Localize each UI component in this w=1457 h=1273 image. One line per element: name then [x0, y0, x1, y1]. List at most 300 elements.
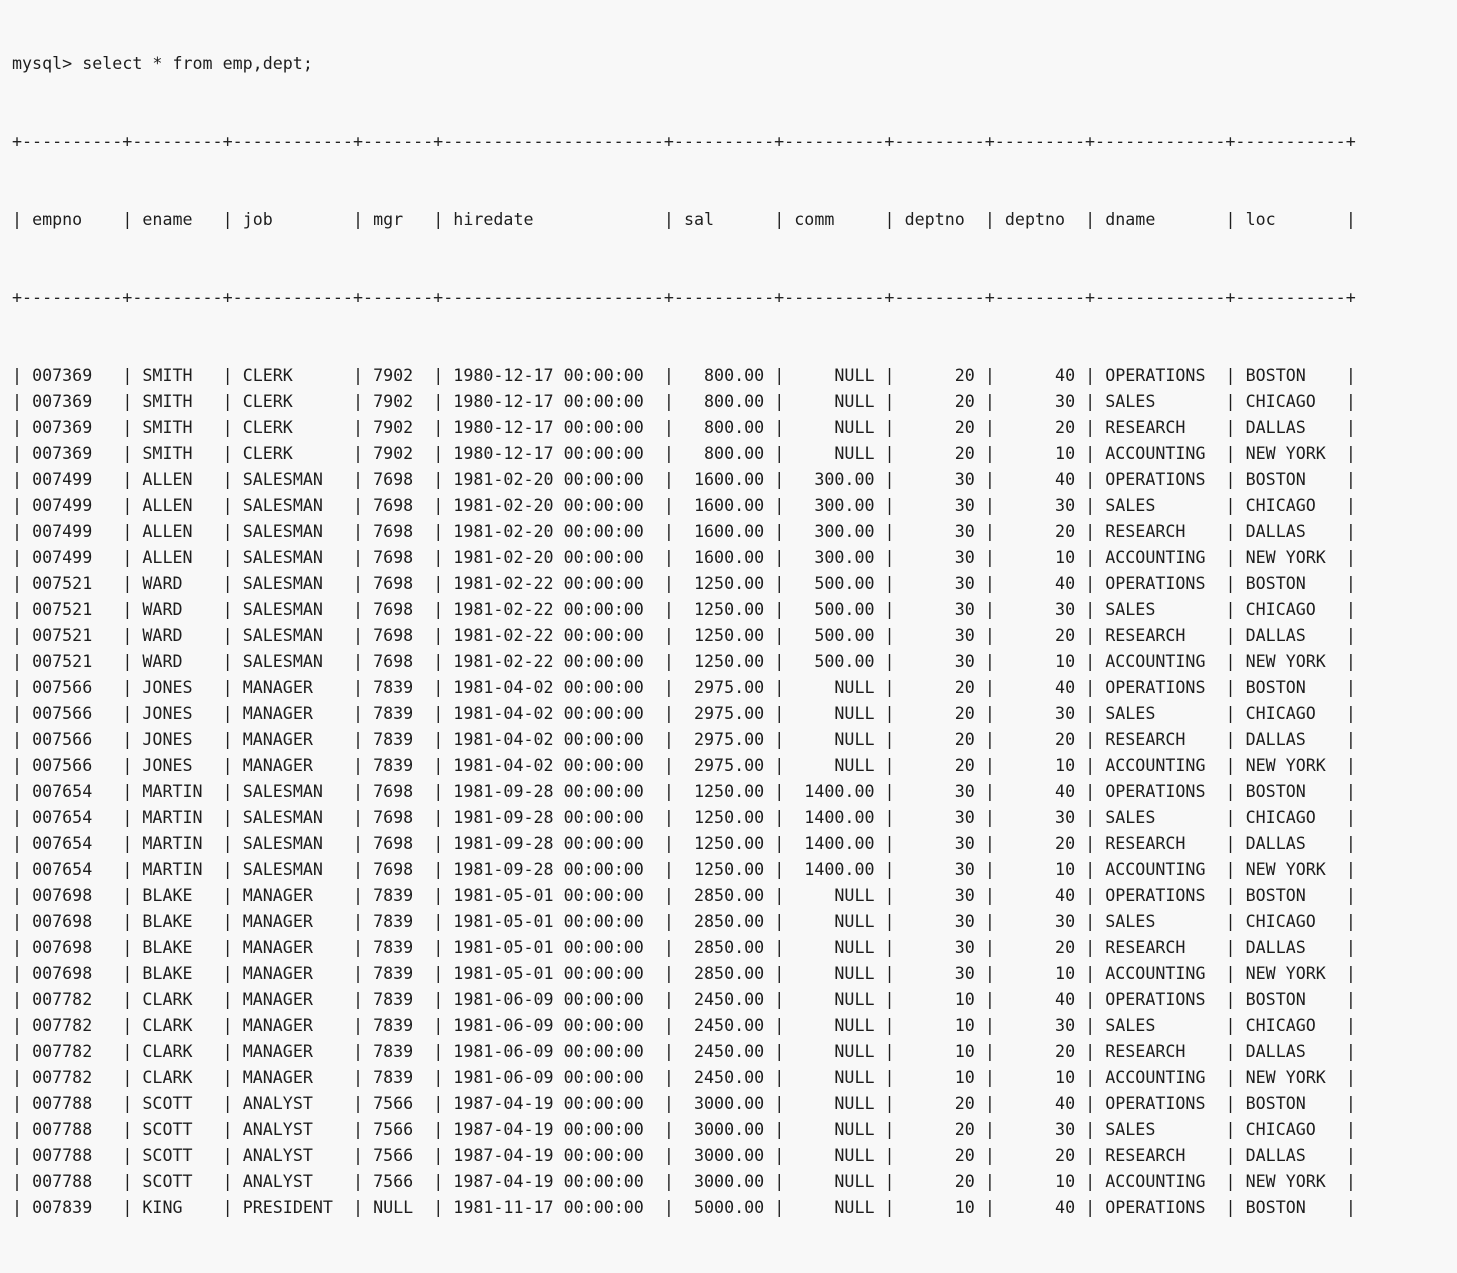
cell-deptno-dept: 10: [1004, 756, 1076, 775]
cell-comm: NULL: [794, 1016, 875, 1035]
cell-hiredate: 1987-04-19 00:00:00: [453, 1146, 654, 1165]
cell-deptno-emp: 20: [904, 678, 975, 697]
cell-deptno-dept: 30: [1004, 704, 1076, 723]
cell-comm: NULL: [794, 730, 875, 749]
cell-hiredate: 1981-02-20 00:00:00: [453, 496, 654, 515]
cell-job: SALESMAN: [242, 782, 343, 801]
cell-sal: 2450.00: [683, 1068, 765, 1087]
cell-mgr: 7839: [373, 912, 424, 931]
cell-hiredate: 1981-04-02 00:00:00: [453, 756, 654, 775]
cell-loc: NEW YORK: [1245, 1068, 1336, 1087]
cell-job: PRESIDENT: [242, 1198, 343, 1217]
cell-deptno-emp: 20: [904, 1172, 975, 1191]
cell-dname: RESEARCH: [1105, 626, 1216, 645]
cell-mgr: 7698: [373, 626, 424, 645]
cell-deptno-dept: 10: [1004, 548, 1076, 567]
cell-loc: DALLAS: [1245, 938, 1336, 957]
table-row: | 007782 | CLARK | MANAGER | 7839 | 1981-06-09 00:00:00 | 2450.00 | NULL | 10 | 40 | OPERATIONS | BOSTON |: [12, 990, 1356, 1009]
cell-comm: 1400.00: [794, 782, 875, 801]
cell-sal: 1250.00: [683, 860, 765, 879]
cell-dname: RESEARCH: [1105, 834, 1216, 853]
cell-ename: WARD: [142, 626, 213, 645]
cell-loc: NEW YORK: [1245, 548, 1336, 567]
table-row: | 007788 | SCOTT | ANALYST | 7566 | 1987-04-19 00:00:00 | 3000.00 | NULL | 20 | 40 | OPERATIONS | BOSTON |: [12, 1094, 1356, 1113]
column-header-deptno-emp: deptno: [904, 210, 975, 229]
cell-sal: 1600.00: [683, 522, 765, 541]
cell-mgr: 7902: [373, 418, 424, 437]
cell-dname: SALES: [1105, 704, 1216, 723]
cell-job: ANALYST: [242, 1120, 343, 1139]
column-header-comm: comm: [794, 210, 875, 229]
cell-job: ANALYST: [242, 1172, 343, 1191]
cell-job: SALESMAN: [242, 808, 343, 827]
table-row: | 007698 | BLAKE | MANAGER | 7839 | 1981-05-01 00:00:00 | 2850.00 | NULL | 30 | 20 | RESEARCH | DALLAS |: [12, 938, 1356, 957]
table-row: | 007499 | ALLEN | SALESMAN | 7698 | 1981-02-20 00:00:00 | 1600.00 | 300.00 | 30 | 10 | ACCOUNTING | NEW YORK |: [12, 548, 1356, 567]
cell-ename: SMITH: [142, 444, 213, 463]
cell-sal: 3000.00: [683, 1094, 765, 1113]
cell-dname: OPERATIONS: [1105, 1198, 1216, 1217]
cell-mgr: 7839: [373, 1068, 424, 1087]
table-row: | 007839 | KING | PRESIDENT | NULL | 1981-11-17 00:00:00 | 5000.00 | NULL | 10 | 40 | OPERATIONS | BOSTON |: [12, 1198, 1356, 1217]
cell-dname: OPERATIONS: [1105, 782, 1216, 801]
cell-loc: DALLAS: [1245, 1042, 1336, 1061]
cell-sal: 2975.00: [683, 756, 765, 775]
cell-ename: SMITH: [142, 392, 213, 411]
cell-deptno-emp: 20: [904, 1146, 975, 1165]
cell-empno: 007788: [32, 1146, 113, 1165]
cell-mgr: 7698: [373, 782, 424, 801]
cell-comm: 300.00: [794, 496, 875, 515]
cell-empno: 007654: [32, 860, 113, 879]
column-header-mgr: mgr: [373, 210, 424, 229]
cell-comm: NULL: [794, 1198, 875, 1217]
cell-dname: SALES: [1105, 808, 1216, 827]
column-header-ename: ename: [142, 210, 213, 229]
column-header-hiredate: hiredate: [453, 210, 654, 229]
column-header-loc: loc: [1245, 210, 1336, 229]
cell-job: MANAGER: [242, 912, 343, 931]
cell-deptno-emp: 30: [904, 860, 975, 879]
cell-ename: WARD: [142, 600, 213, 619]
cell-sal: 3000.00: [683, 1120, 765, 1139]
cell-deptno-dept: 40: [1004, 1094, 1076, 1113]
cell-comm: 1400.00: [794, 834, 875, 853]
cell-dname: ACCOUNTING: [1105, 652, 1216, 671]
cell-ename: BLAKE: [142, 886, 213, 905]
cell-loc: BOSTON: [1245, 990, 1336, 1009]
cell-job: SALESMAN: [242, 574, 343, 593]
cell-empno: 007499: [32, 470, 113, 489]
cell-hiredate: 1981-04-02 00:00:00: [453, 704, 654, 723]
cell-dname: RESEARCH: [1105, 1042, 1216, 1061]
cell-hiredate: 1981-09-28 00:00:00: [453, 808, 654, 827]
table-row: | 007654 | MARTIN | SALESMAN | 7698 | 1981-09-28 00:00:00 | 1250.00 | 1400.00 | 30 | 30 | SALES | CHICAGO |: [12, 808, 1356, 827]
cell-hiredate: 1981-04-02 00:00:00: [453, 678, 654, 697]
cell-ename: SCOTT: [142, 1094, 213, 1113]
cell-comm: 500.00: [794, 626, 875, 645]
cell-deptno-dept: 10: [1004, 1068, 1076, 1087]
cell-loc: CHICAGO: [1245, 600, 1336, 619]
cell-deptno-dept: 40: [1004, 782, 1076, 801]
cell-dname: RESEARCH: [1105, 730, 1216, 749]
cell-ename: JONES: [142, 704, 213, 723]
cell-deptno-dept: 20: [1004, 834, 1076, 853]
table-row: | 007654 | MARTIN | SALESMAN | 7698 | 1981-09-28 00:00:00 | 1250.00 | 1400.00 | 30 | 10 | ACCOUNTING | NEW YORK |: [12, 860, 1356, 879]
cell-loc: DALLAS: [1245, 418, 1336, 437]
cell-sal: 800.00: [683, 366, 765, 385]
cell-sal: 1250.00: [683, 782, 765, 801]
cell-job: CLERK: [242, 418, 343, 437]
cell-ename: ALLEN: [142, 548, 213, 567]
cell-deptno-dept: 20: [1004, 626, 1076, 645]
cell-loc: BOSTON: [1245, 678, 1336, 697]
cell-deptno-emp: 10: [904, 1042, 975, 1061]
cell-mgr: 7839: [373, 886, 424, 905]
cell-job: SALESMAN: [242, 496, 343, 515]
cell-hiredate: 1981-06-09 00:00:00: [453, 1068, 654, 1087]
cell-deptno-dept: 40: [1004, 470, 1076, 489]
cell-dname: ACCOUNTING: [1105, 860, 1216, 879]
cell-loc: BOSTON: [1245, 574, 1336, 593]
cell-dname: OPERATIONS: [1105, 678, 1216, 697]
table-row: | 007499 | ALLEN | SALESMAN | 7698 | 1981-02-20 00:00:00 | 1600.00 | 300.00 | 30 | 30 | SALES | CHICAGO |: [12, 496, 1356, 515]
cell-empno: 007654: [32, 782, 113, 801]
cell-comm: NULL: [794, 366, 875, 385]
cell-dname: ACCOUNTING: [1105, 756, 1216, 775]
cell-job: MANAGER: [242, 1016, 343, 1035]
cell-loc: CHICAGO: [1245, 808, 1336, 827]
cell-ename: MARTIN: [142, 860, 213, 879]
cell-deptno-emp: 20: [904, 1094, 975, 1113]
cell-deptno-emp: 30: [904, 626, 975, 645]
cell-empno: 007566: [32, 756, 113, 775]
cell-deptno-emp: 20: [904, 704, 975, 723]
cell-dname: ACCOUNTING: [1105, 444, 1216, 463]
cell-mgr: 7839: [373, 938, 424, 957]
column-header-dname: dname: [1105, 210, 1216, 229]
table-border-header: +----------+---------+------------+-------+----------------------+----------+----------+---------+---------+-------------+-----------+: [12, 288, 1356, 307]
cell-loc: NEW YORK: [1245, 860, 1336, 879]
cell-mgr: 7698: [373, 600, 424, 619]
cell-sal: 1250.00: [683, 808, 765, 827]
mysql-prompt: mysql>: [12, 54, 73, 73]
cell-empno: 007521: [32, 626, 113, 645]
cell-deptno-emp: 30: [904, 470, 975, 489]
table-row: | 007566 | JONES | MANAGER | 7839 | 1981-04-02 00:00:00 | 2975.00 | NULL | 20 | 30 | SALES | CHICAGO |: [12, 704, 1356, 723]
cell-loc: CHICAGO: [1245, 496, 1336, 515]
cell-hiredate: 1981-04-02 00:00:00: [453, 730, 654, 749]
cell-sal: 2850.00: [683, 964, 765, 983]
cell-deptno-dept: 30: [1004, 600, 1076, 619]
table-border-top: +----------+---------+------------+-------+----------------------+----------+----------+---------+---------+-------------+-----------+: [12, 132, 1356, 151]
cell-hiredate: 1980-12-17 00:00:00: [453, 392, 654, 411]
cell-dname: SALES: [1105, 1016, 1216, 1035]
cell-loc: CHICAGO: [1245, 1120, 1336, 1139]
cell-mgr: 7698: [373, 808, 424, 827]
cell-mgr: 7839: [373, 756, 424, 775]
column-header-job: job: [242, 210, 343, 229]
cell-loc: DALLAS: [1245, 626, 1336, 645]
cell-empno: 007788: [32, 1120, 113, 1139]
cell-deptno-dept: 20: [1004, 1146, 1076, 1165]
table-row: | 007566 | JONES | MANAGER | 7839 | 1981-04-02 00:00:00 | 2975.00 | NULL | 20 | 20 | RESEARCH | DALLAS |: [12, 730, 1356, 749]
table-row: | 007698 | BLAKE | MANAGER | 7839 | 1981-05-01 00:00:00 | 2850.00 | NULL | 30 | 40 | OPERATIONS | BOSTON |: [12, 886, 1356, 905]
cell-deptno-dept: 40: [1004, 678, 1076, 697]
cell-deptno-emp: 20: [904, 366, 975, 385]
cell-hiredate: 1981-05-01 00:00:00: [453, 938, 654, 957]
cell-deptno-emp: 10: [904, 990, 975, 1009]
cell-job: MANAGER: [242, 886, 343, 905]
cell-deptno-dept: 30: [1004, 496, 1076, 515]
cell-mgr: 7839: [373, 1042, 424, 1061]
cell-hiredate: 1981-02-22 00:00:00: [453, 574, 654, 593]
cell-empno: 007521: [32, 652, 113, 671]
cell-ename: MARTIN: [142, 834, 213, 853]
cell-deptno-emp: 30: [904, 522, 975, 541]
column-header-deptno-dept: deptno: [1004, 210, 1076, 229]
cell-sal: 2450.00: [683, 1042, 765, 1061]
cell-loc: NEW YORK: [1245, 1172, 1336, 1191]
cell-loc: BOSTON: [1245, 1198, 1336, 1217]
cell-sal: 1250.00: [683, 574, 765, 593]
command-line: [12, 51, 1356, 77]
cell-deptno-emp: 30: [904, 964, 975, 983]
cell-loc: NEW YORK: [1245, 756, 1336, 775]
cell-ename: BLAKE: [142, 912, 213, 931]
cell-deptno-dept: 40: [1004, 1198, 1076, 1217]
cell-comm: NULL: [794, 444, 875, 463]
cell-comm: NULL: [794, 704, 875, 723]
cell-deptno-emp: 30: [904, 912, 975, 931]
cell-job: SALESMAN: [242, 600, 343, 619]
cell-sal: 2975.00: [683, 704, 765, 723]
cell-ename: JONES: [142, 756, 213, 775]
cell-loc: BOSTON: [1245, 366, 1336, 385]
cell-ename: SCOTT: [142, 1146, 213, 1165]
cell-hiredate: 1981-06-09 00:00:00: [453, 990, 654, 1009]
column-header-sal: sal: [683, 210, 765, 229]
cell-comm: NULL: [794, 418, 875, 437]
column-header-empno: empno: [32, 210, 113, 229]
cell-sal: 1600.00: [683, 548, 765, 567]
cell-job: CLERK: [242, 392, 343, 411]
cell-deptno-emp: 30: [904, 652, 975, 671]
cell-empno: 007369: [32, 366, 113, 385]
cell-job: CLERK: [242, 444, 343, 463]
cell-deptno-emp: 20: [904, 418, 975, 437]
cell-dname: OPERATIONS: [1105, 990, 1216, 1009]
cell-empno: 007788: [32, 1172, 113, 1191]
cell-job: MANAGER: [242, 964, 343, 983]
cell-deptno-emp: 20: [904, 392, 975, 411]
cell-hiredate: 1981-02-20 00:00:00: [453, 522, 654, 541]
cell-job: ANALYST: [242, 1146, 343, 1165]
cell-hiredate: 1981-09-28 00:00:00: [453, 860, 654, 879]
cell-mgr: 7698: [373, 522, 424, 541]
cell-empno: 007698: [32, 938, 113, 957]
cell-dname: OPERATIONS: [1105, 1094, 1216, 1113]
cell-hiredate: 1980-12-17 00:00:00: [453, 444, 654, 463]
cell-mgr: 7698: [373, 574, 424, 593]
cell-ename: SMITH: [142, 366, 213, 385]
cell-mgr: 7566: [373, 1172, 424, 1191]
cell-mgr: 7698: [373, 652, 424, 671]
cell-comm: 300.00: [794, 470, 875, 489]
cell-sal: 1250.00: [683, 652, 765, 671]
cell-deptno-emp: 20: [904, 1120, 975, 1139]
cell-sal: 2975.00: [683, 730, 765, 749]
cell-job: SALESMAN: [242, 834, 343, 853]
cell-ename: JONES: [142, 678, 213, 697]
cell-loc: NEW YORK: [1245, 964, 1336, 983]
cell-ename: BLAKE: [142, 964, 213, 983]
cell-sal: 2450.00: [683, 1016, 765, 1035]
cell-deptno-emp: 30: [904, 938, 975, 957]
cell-deptno-dept: 30: [1004, 808, 1076, 827]
cell-hiredate: 1981-09-28 00:00:00: [453, 782, 654, 801]
cell-mgr: 7839: [373, 704, 424, 723]
cell-loc: BOSTON: [1245, 886, 1336, 905]
cell-deptno-dept: 40: [1004, 886, 1076, 905]
cell-comm: NULL: [794, 1172, 875, 1191]
cell-dname: ACCOUNTING: [1105, 1068, 1216, 1087]
cell-empno: 007499: [32, 496, 113, 515]
table-header-row: | empno | ename | job | mgr | hiredate | sal | comm | deptno | deptno | dname | loc |: [12, 210, 1356, 229]
cell-mgr: 7902: [373, 392, 424, 411]
cell-mgr: 7839: [373, 1016, 424, 1035]
cell-dname: SALES: [1105, 600, 1216, 619]
cell-job: SALESMAN: [242, 860, 343, 879]
cell-sal: 800.00: [683, 392, 765, 411]
cell-empno: 007788: [32, 1094, 113, 1113]
cell-dname: ACCOUNTING: [1105, 548, 1216, 567]
cell-ename: CLARK: [142, 1068, 213, 1087]
cell-deptno-dept: 20: [1004, 522, 1076, 541]
cell-loc: DALLAS: [1245, 522, 1336, 541]
table-row: | 007788 | SCOTT | ANALYST | 7566 | 1987-04-19 00:00:00 | 3000.00 | NULL | 20 | 20 | RESEARCH | DALLAS |: [12, 1146, 1356, 1165]
table-row: | 007698 | BLAKE | MANAGER | 7839 | 1981-05-01 00:00:00 | 2850.00 | NULL | 30 | 10 | ACCOUNTING | NEW YORK |: [12, 964, 1356, 983]
cell-mgr: 7566: [373, 1120, 424, 1139]
cell-deptno-dept: 10: [1004, 1172, 1076, 1191]
cell-deptno-dept: 40: [1004, 574, 1076, 593]
cell-deptno-dept: 20: [1004, 938, 1076, 957]
cell-ename: ALLEN: [142, 522, 213, 541]
cell-mgr: 7698: [373, 860, 424, 879]
cell-hiredate: 1981-02-22 00:00:00: [453, 652, 654, 671]
table-row: | 007782 | CLARK | MANAGER | 7839 | 1981-06-09 00:00:00 | 2450.00 | NULL | 10 | 20 | RESEARCH | DALLAS |: [12, 1042, 1356, 1061]
cell-job: MANAGER: [242, 938, 343, 957]
terminal-output: [12, 0, 1356, 1273]
cell-deptno-emp: 30: [904, 574, 975, 593]
result-rows: [12, 363, 1356, 1221]
cell-comm: NULL: [794, 1094, 875, 1113]
cell-deptno-emp: 30: [904, 548, 975, 567]
cell-hiredate: 1981-02-22 00:00:00: [453, 600, 654, 619]
cell-job: ANALYST: [242, 1094, 343, 1113]
cell-deptno-emp: 30: [904, 496, 975, 515]
cell-job: SALESMAN: [242, 548, 343, 567]
cell-ename: KING: [142, 1198, 213, 1217]
cell-sal: 3000.00: [683, 1146, 765, 1165]
cell-hiredate: 1981-06-09 00:00:00: [453, 1042, 654, 1061]
cell-mgr: 7839: [373, 964, 424, 983]
cell-ename: CLARK: [142, 1016, 213, 1035]
cell-mgr: 7902: [373, 366, 424, 385]
cell-hiredate: 1987-04-19 00:00:00: [453, 1094, 654, 1113]
cell-job: MANAGER: [242, 704, 343, 723]
cell-dname: SALES: [1105, 392, 1216, 411]
cell-mgr: 7902: [373, 444, 424, 463]
cell-empno: 007782: [32, 1068, 113, 1087]
cell-deptno-dept: 30: [1004, 392, 1076, 411]
cell-hiredate: 1981-11-17 00:00:00: [453, 1198, 654, 1217]
table-row: | 007566 | JONES | MANAGER | 7839 | 1981-04-02 00:00:00 | 2975.00 | NULL | 20 | 40 | OPERATIONS | BOSTON |: [12, 678, 1356, 697]
cell-comm: NULL: [794, 1120, 875, 1139]
cell-empno: 007499: [32, 548, 113, 567]
cell-deptno-dept: 30: [1004, 912, 1076, 931]
cell-dname: RESEARCH: [1105, 522, 1216, 541]
cell-job: MANAGER: [242, 756, 343, 775]
cell-hiredate: 1987-04-19 00:00:00: [453, 1120, 654, 1139]
cell-empno: 007698: [32, 912, 113, 931]
cell-job: SALESMAN: [242, 470, 343, 489]
cell-mgr: 7839: [373, 990, 424, 1009]
table-row: | 007654 | MARTIN | SALESMAN | 7698 | 1981-09-28 00:00:00 | 1250.00 | 1400.00 | 30 | 20 | RESEARCH | DALLAS |: [12, 834, 1356, 853]
table-row: | 007369 | SMITH | CLERK | 7902 | 1980-12-17 00:00:00 | 800.00 | NULL | 20 | 10 | ACCOUNTING | NEW YORK |: [12, 444, 1356, 463]
cell-empno: 007654: [32, 808, 113, 827]
cell-empno: 007566: [32, 730, 113, 749]
cell-mgr: 7698: [373, 548, 424, 567]
cell-empno: 007369: [32, 444, 113, 463]
cell-ename: CLARK: [142, 990, 213, 1009]
cell-comm: NULL: [794, 678, 875, 697]
cell-deptno-emp: 20: [904, 730, 975, 749]
cell-deptno-dept: 20: [1004, 730, 1076, 749]
cell-loc: CHICAGO: [1245, 1016, 1336, 1035]
cell-comm: 500.00: [794, 652, 875, 671]
table-row: | 007782 | CLARK | MANAGER | 7839 | 1981-06-09 00:00:00 | 2450.00 | NULL | 10 | 10 | ACCOUNTING | NEW YORK |: [12, 1068, 1356, 1087]
cell-hiredate: 1981-02-20 00:00:00: [453, 470, 654, 489]
cell-job: CLERK: [242, 366, 343, 385]
cell-deptno-emp: 30: [904, 834, 975, 853]
cell-comm: NULL: [794, 1146, 875, 1165]
cell-sal: 2450.00: [683, 990, 765, 1009]
cell-hiredate: 1981-06-09 00:00:00: [453, 1016, 654, 1035]
table-row: | 007499 | ALLEN | SALESMAN | 7698 | 1981-02-20 00:00:00 | 1600.00 | 300.00 | 30 | 20 | RESEARCH | DALLAS |: [12, 522, 1356, 541]
cell-mgr: 7839: [373, 678, 424, 697]
cell-loc: CHICAGO: [1245, 392, 1336, 411]
cell-comm: NULL: [794, 756, 875, 775]
table-row: | 007782 | CLARK | MANAGER | 7839 | 1981-06-09 00:00:00 | 2450.00 | NULL | 10 | 30 | SALES | CHICAGO |: [12, 1016, 1356, 1035]
cell-hiredate: 1980-12-17 00:00:00: [453, 418, 654, 437]
table-row: | 007499 | ALLEN | SALESMAN | 7698 | 1981-02-20 00:00:00 | 1600.00 | 300.00 | 30 | 40 | OPERATIONS | BOSTON |: [12, 470, 1356, 489]
cell-hiredate: 1981-05-01 00:00:00: [453, 912, 654, 931]
cell-loc: CHICAGO: [1245, 704, 1336, 723]
cell-ename: MARTIN: [142, 808, 213, 827]
cell-sal: 2850.00: [683, 886, 765, 905]
cell-empno: 007521: [32, 574, 113, 593]
cell-dname: OPERATIONS: [1105, 366, 1216, 385]
cell-comm: 300.00: [794, 548, 875, 567]
cell-comm: 1400.00: [794, 860, 875, 879]
cell-mgr: 7698: [373, 496, 424, 515]
table-row: | 007369 | SMITH | CLERK | 7902 | 1980-12-17 00:00:00 | 800.00 | NULL | 20 | 40 | OPERATIONS | BOSTON |: [12, 366, 1356, 385]
cell-mgr: 7839: [373, 730, 424, 749]
cell-deptno-emp: 10: [904, 1198, 975, 1217]
cell-sal: 800.00: [683, 444, 765, 463]
cell-hiredate: 1981-09-28 00:00:00: [453, 834, 654, 853]
cell-dname: ACCOUNTING: [1105, 964, 1216, 983]
